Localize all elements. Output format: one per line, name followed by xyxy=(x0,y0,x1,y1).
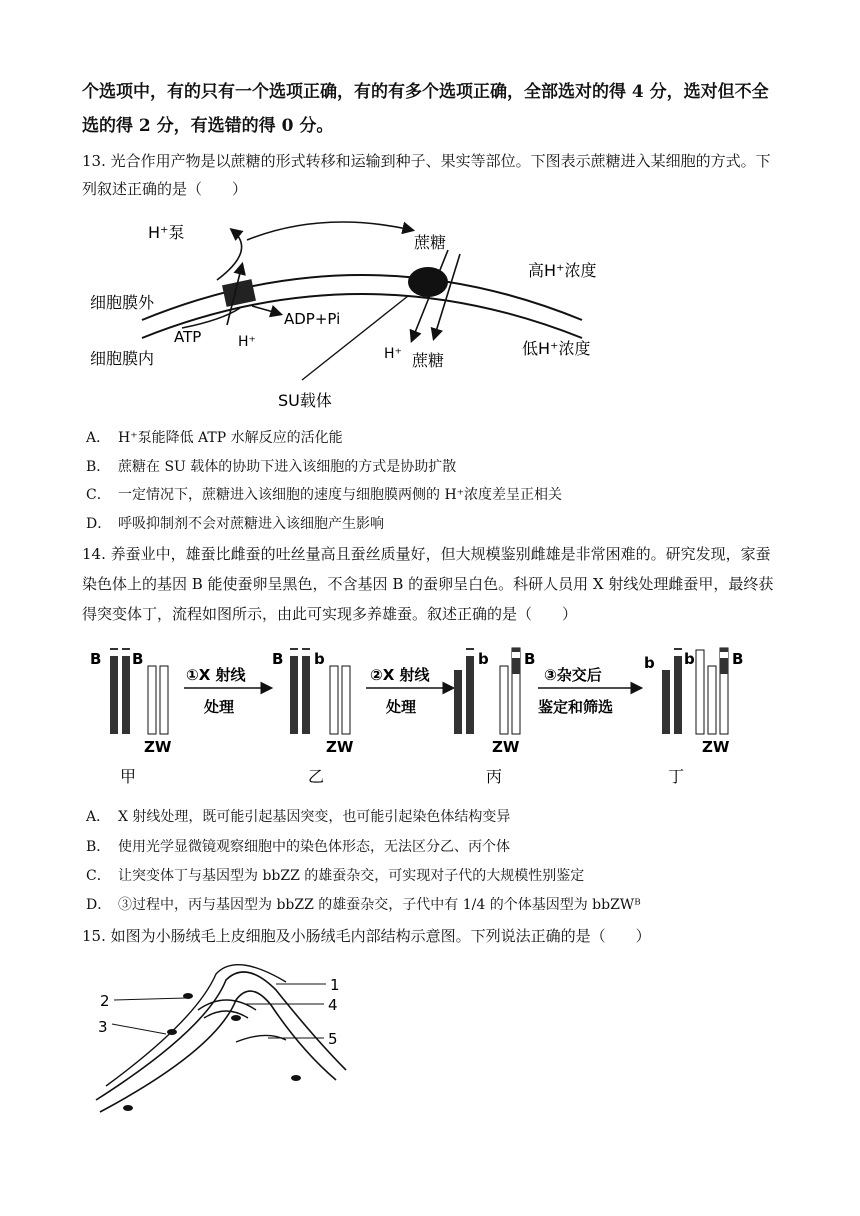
label-h-pump: H⁺泵 xyxy=(148,223,185,242)
label-b: b xyxy=(644,654,655,672)
option-label: D． xyxy=(86,897,112,913)
q13-option-c[interactable] xyxy=(86,486,562,504)
label-B: B xyxy=(90,650,102,668)
step3-sub: 鉴定和筛选 xyxy=(538,698,614,716)
q14-figure xyxy=(86,640,766,796)
label-sucrose-bottom: 蔗糖 xyxy=(412,351,445,370)
label-h-right: H⁺ xyxy=(384,346,402,362)
q14-option-d[interactable] xyxy=(86,896,641,914)
option-label: C． xyxy=(86,487,111,503)
step1-label: ①X 射线 xyxy=(186,666,246,684)
label-B: B xyxy=(732,650,744,668)
label-ZW: ZW xyxy=(326,738,354,756)
option-text: 使用光学显微镜观察细胞中的染色体形态，无法区分乙、丙个体 xyxy=(118,839,510,855)
label-ZW: ZW xyxy=(702,738,730,756)
label-adp: ADP+Pi xyxy=(284,310,341,328)
label-su-carrier: SU载体 xyxy=(278,391,332,410)
transport-curve-arrow xyxy=(247,222,412,240)
option-text: H⁺泵能降低 ATP 水解反应的活化能 xyxy=(118,430,343,446)
option-label: A． xyxy=(86,809,111,825)
label-jia: 甲 xyxy=(120,767,137,786)
option-text: 一定情况下，蔗糖进入该细胞的速度与细胞膜两侧的 H⁺浓度差呈正相关 xyxy=(118,487,563,503)
step3-label: ③杂交后 xyxy=(544,666,602,684)
q14-stem-line-3: 得突变体丁，流程如图所示，由此可实现多养雄蚕。叙述正确的是（ ） xyxy=(82,605,578,623)
label-h-left: H⁺ xyxy=(238,334,256,350)
option-label: A． xyxy=(86,430,111,446)
q14-option-b[interactable] xyxy=(86,838,510,856)
instruction-line-2: 选的得 2 分，有选错的得 0 分。 xyxy=(82,116,334,136)
q13-stem-line-2: 列叙述正确的是（ ） xyxy=(82,180,248,198)
q14-stem-line-1: 14. 养蚕业中，雄蚕比雌蚕的吐丝量高且蚕丝质量好，但大规模鉴别雌雄是非常困难的。研究发现，家蚕 xyxy=(82,545,771,563)
q14-stem-line-2: 染色体上的基因 B 能使蚕卵呈黑色，不含基因 B 的蚕卵呈白色。科研人员用 X 射线处理雌蚕甲，最终获 xyxy=(82,575,774,593)
label-outside: 细胞膜外 xyxy=(90,293,155,312)
instruction-line-1: 个选项中，有的只有一个选项正确，有的有多个选项正确，全部选对的得 4 分，选对但不全 xyxy=(82,82,769,102)
q13-figure xyxy=(82,210,642,420)
q14-option-a[interactable] xyxy=(86,808,510,826)
label-B: B xyxy=(132,650,144,668)
label-ZW: ZW xyxy=(144,738,172,756)
option-text: ③过程中，丙与基因型为 bbZZ 的雄蚕杂交，子代中有 1/4 的个体基因型为 bbZWᴮ xyxy=(118,897,641,913)
q13-option-d[interactable] xyxy=(86,515,384,533)
q13-option-b[interactable] xyxy=(86,458,456,476)
label-b: b xyxy=(684,650,695,668)
label-ding: 丁 xyxy=(668,767,685,786)
option-text: 呼吸抑制剂不会对蔗糖进入该细胞产生影响 xyxy=(118,516,384,532)
su-carrier-blob xyxy=(408,267,448,297)
step1-sub: 处理 xyxy=(204,698,235,716)
option-label: C． xyxy=(86,868,111,884)
label-B: B xyxy=(524,650,536,668)
option-label: B． xyxy=(86,459,111,475)
label-B: B xyxy=(272,650,284,668)
label-b: b xyxy=(314,650,325,668)
q15-figure xyxy=(86,960,366,1120)
label-yi: 乙 xyxy=(308,767,325,786)
option-text: 让突变体丁与基因型为 bbZZ 的雄蚕杂交，可实现对子代的大规模性别鉴定 xyxy=(118,868,585,884)
option-label: D． xyxy=(86,516,112,532)
option-text: 蔗糖在 SU 载体的协助下进入该细胞的方式是协助扩散 xyxy=(118,459,457,475)
label-b: b xyxy=(478,650,489,668)
q15-stem: 15. 如图为小肠绒毛上皮细胞及小肠绒毛内部结构示意图。下列说法正确的是（ ） xyxy=(82,927,651,945)
option-label: B． xyxy=(86,839,111,855)
option-text: X 射线处理，既可能引起基因突变，也可能引起染色体结构变异 xyxy=(118,809,511,825)
label-bing: 丙 xyxy=(486,767,503,786)
q13-option-a[interactable] xyxy=(86,429,343,447)
label-2: 2 xyxy=(100,992,110,1010)
q13-stem-line-1: 13. 光合作用产物是以蔗糖的形式转移和运输到种子、果实等部位。下图表示蔗糖进入某细胞的方式。下 xyxy=(82,152,771,170)
step2-sub: 处理 xyxy=(386,698,417,716)
label-ZW: ZW xyxy=(492,738,520,756)
label-inside: 细胞膜内 xyxy=(90,349,155,368)
label-1: 1 xyxy=(330,976,340,994)
q14-option-c[interactable] xyxy=(86,867,584,885)
label-5: 5 xyxy=(328,1030,338,1048)
label-4: 4 xyxy=(328,996,338,1014)
step2-label: ②X 射线 xyxy=(370,666,430,684)
h-pump-block xyxy=(222,279,256,307)
label-low-h: 低H⁺浓度 xyxy=(522,339,591,358)
label-sucrose-top: 蔗糖 xyxy=(414,233,447,252)
label-atp: ATP xyxy=(174,328,202,346)
label-high-h: 高H⁺浓度 xyxy=(528,261,597,280)
label-3: 3 xyxy=(98,1018,108,1036)
